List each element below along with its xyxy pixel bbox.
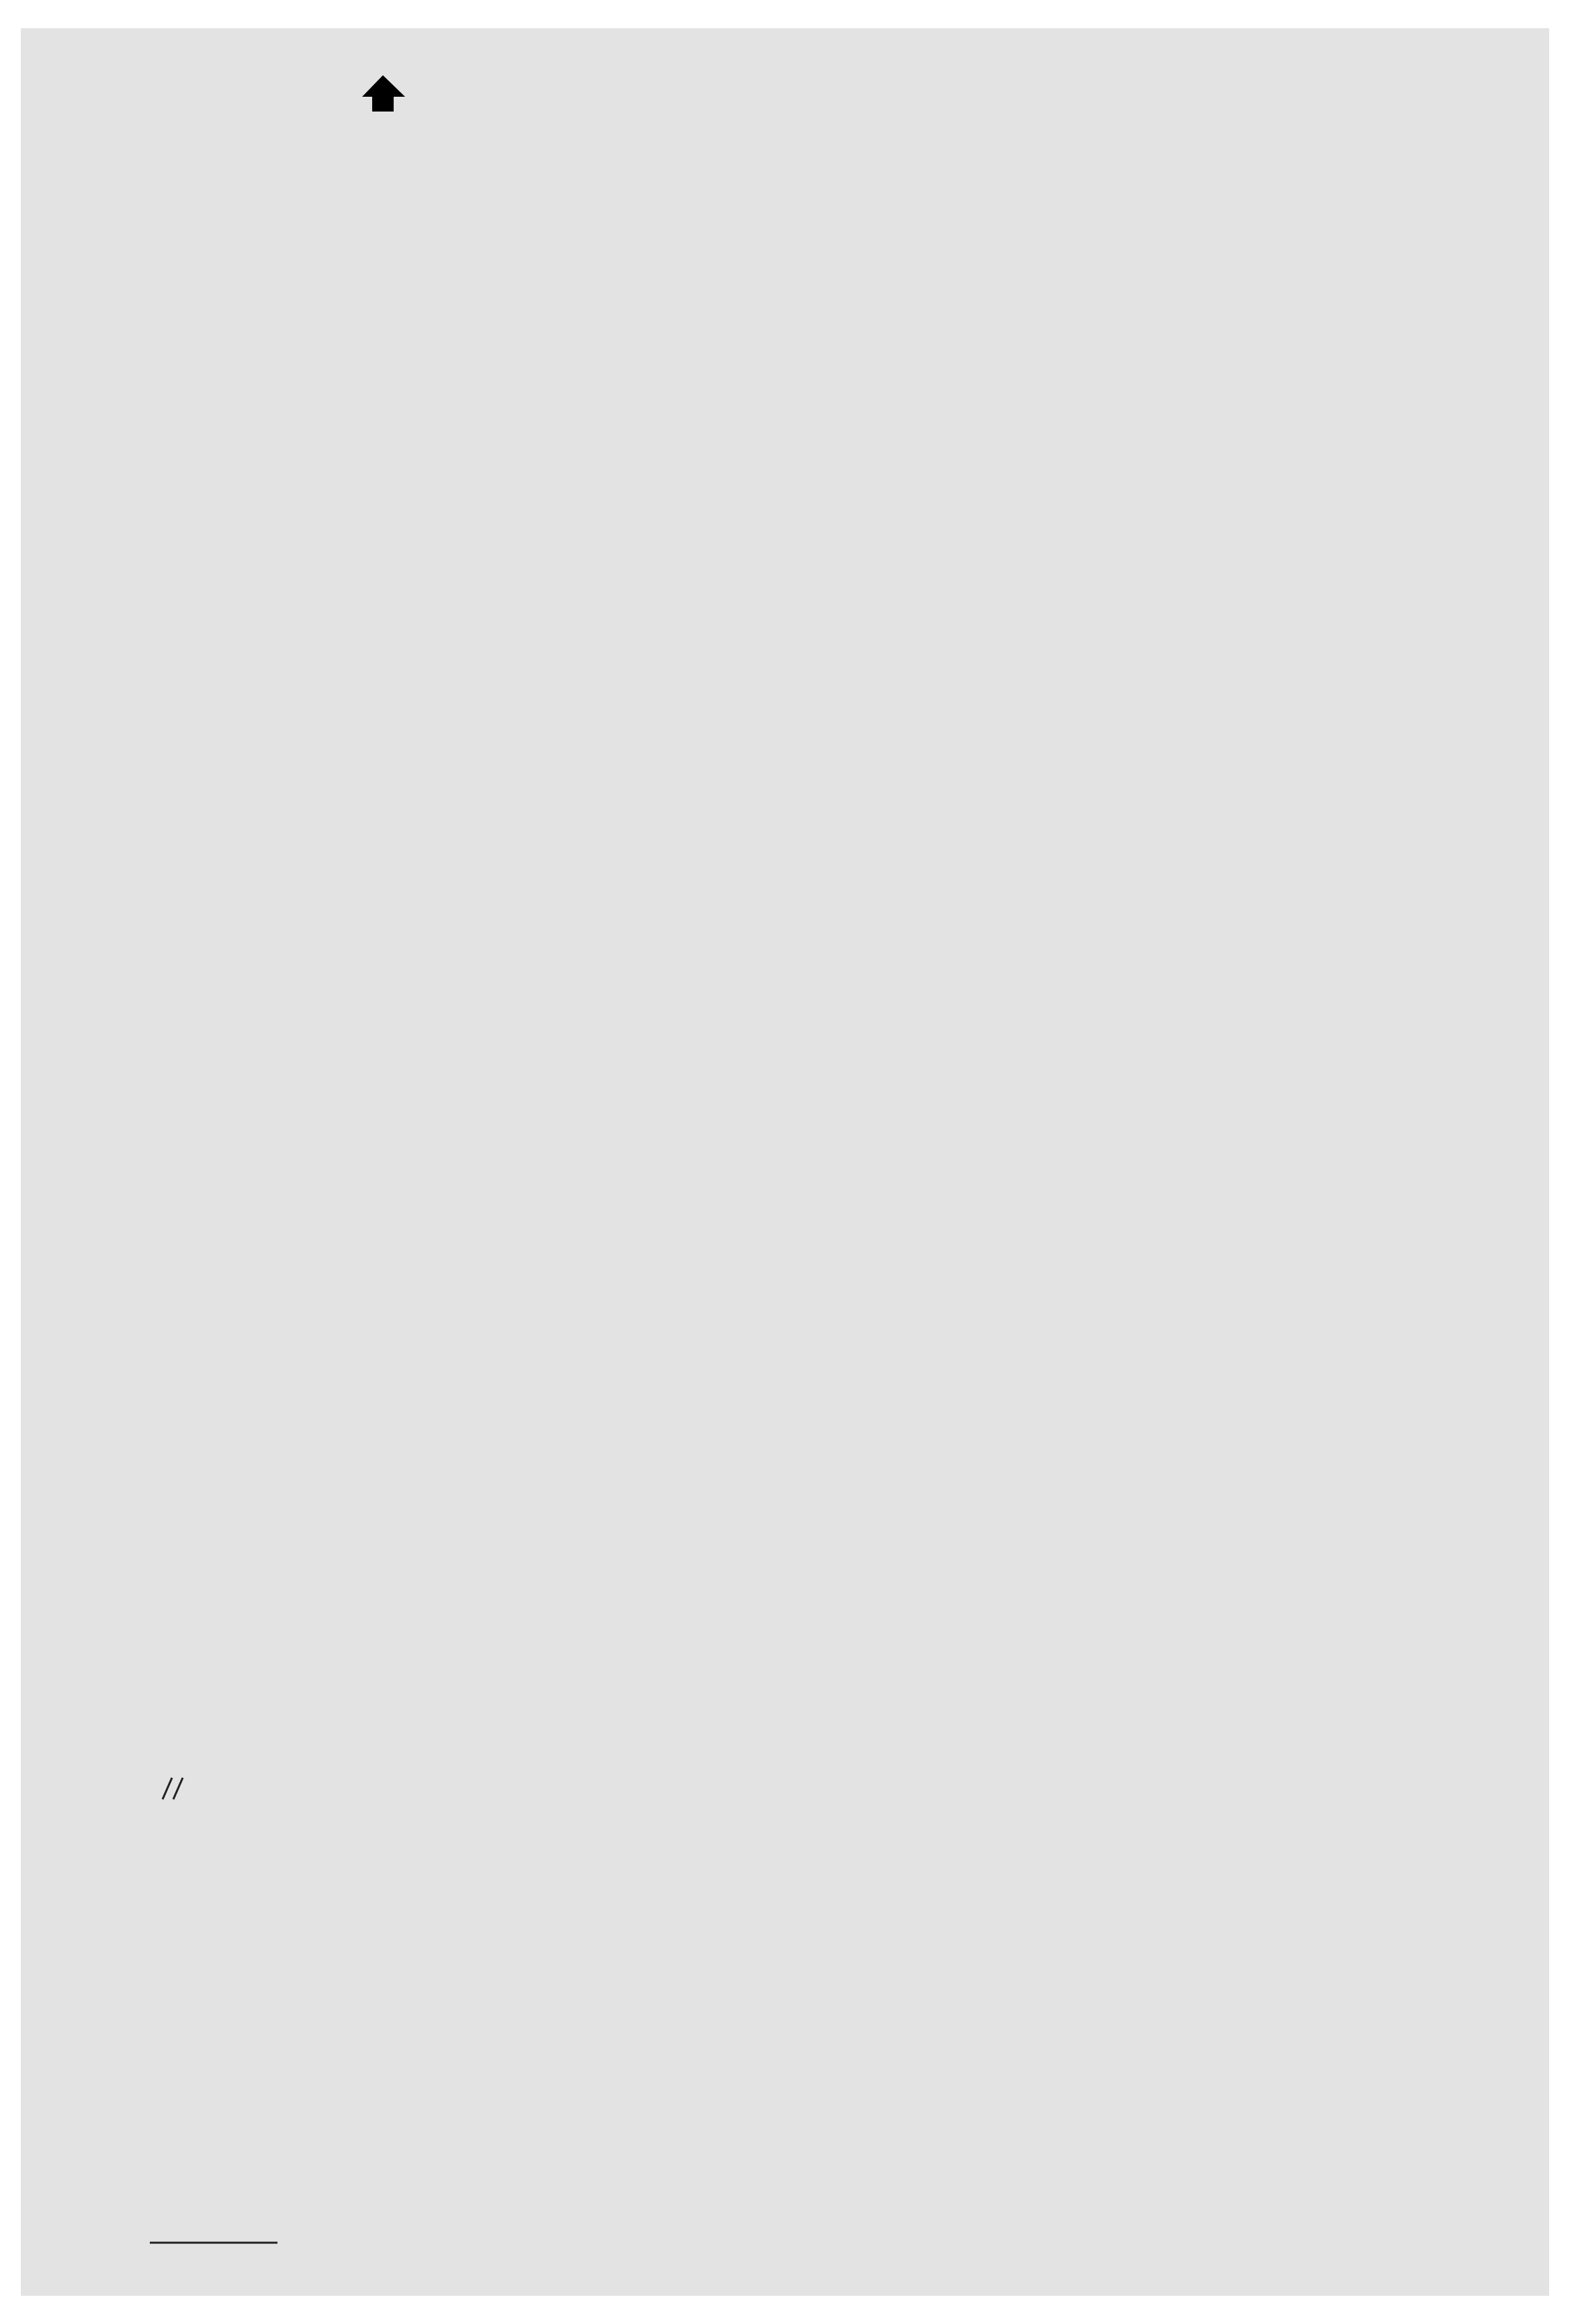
up-arrow-icon <box>362 75 405 112</box>
tree-panel <box>21 28 1549 2296</box>
tree-decorations <box>163 75 405 1799</box>
phylogenetic-tree <box>21 28 1549 2296</box>
break-mark-icon <box>163 1778 183 1799</box>
